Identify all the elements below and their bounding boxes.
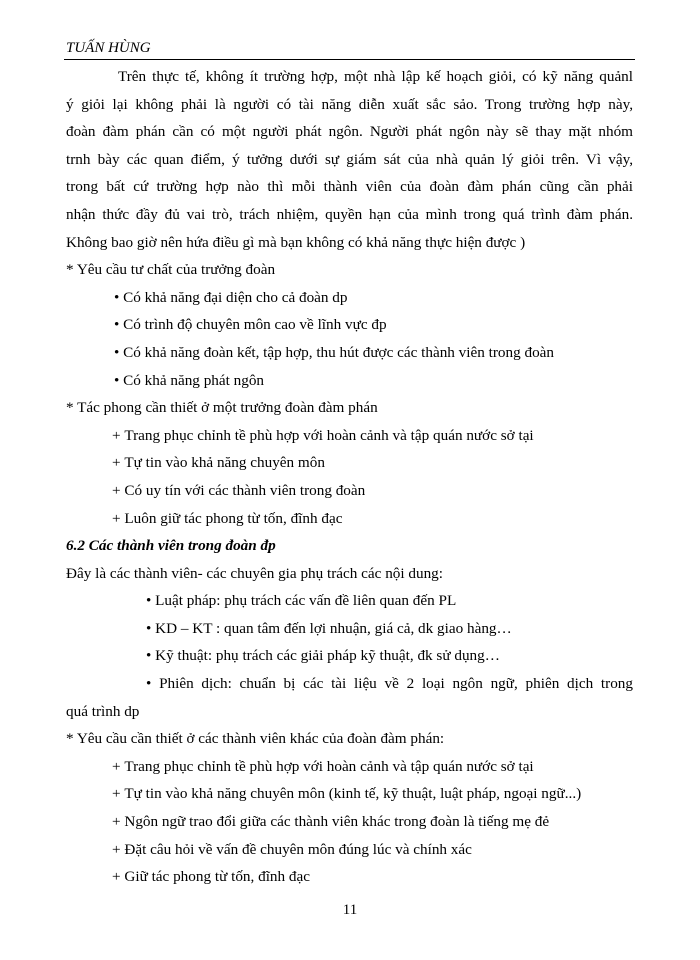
leader-requirement-item: • Có khả năng phát ngôn — [66, 367, 633, 395]
section-heading: 6.2 Các thành viên trong đoàn đp — [66, 537, 276, 555]
intro-line: Trên thực tế, không ít trường hợp, một nhà lập kế hoạch giỏi, có kỹ năng quảnl — [118, 68, 633, 85]
page-header: TUẤN HÙNG — [66, 40, 151, 56]
intro-line: trong bất cứ trường hợp nào thì mỗi thành viên của đoàn đàm phán cũng cần phải — [66, 178, 633, 196]
member-item: • Luật pháp: phụ trách các vấn đề liên quan đến PL — [66, 587, 633, 615]
member-item-continuation: quá trình dp — [66, 702, 140, 720]
header-rule — [64, 59, 635, 60]
leader-style-item: + Tự tin vào khả năng chuyên môn — [66, 449, 633, 477]
leader-requirement-item: • Có khả năng đại diện cho cả đoàn dp — [66, 284, 633, 312]
leader-style-item: + Trang phục chỉnh tề phù hợp với hoàn cảnh và tập quán nước sở tại — [66, 422, 633, 450]
member-item: • KD – KT : quan tâm đến lợi nhuận, giá cả, dk giao hàng… — [66, 615, 633, 643]
other-requirement-item: + Giữ tác phong từ tốn, đĩnh đạc — [66, 863, 633, 891]
leader-requirement-item: • Có khả năng đoàn kết, tập hợp, thu hút được các thành viên trong đoàn — [66, 339, 633, 367]
other-requirement-item: + Ngôn ngữ trao đổi giữa các thành viên khác trong đoàn là tiếng mẹ đẻ — [66, 808, 633, 836]
other-requirement-item: + Đặt câu hỏi về vấn đề chuyên môn đúng lúc và chính xác — [66, 836, 633, 864]
leader-style-item: + Có uy tín với các thành viên trong đoàn — [66, 477, 633, 505]
leader-style-title: * Tác phong cần thiết ở một trưởng đoàn đàm phán — [66, 399, 378, 417]
member-item: • Phiên dịch: chuẩn bị các tài liệu về 2 loại ngôn ngữ, phiên dịch trong — [66, 670, 633, 698]
page-number: 11 — [342, 902, 358, 918]
leader-style-item: + Luôn giữ tác phong từ tốn, đĩnh đạc — [66, 505, 633, 533]
page-body — [66, 63, 633, 891]
member-item: • Kỹ thuật: phụ trách các giải pháp kỹ thuật, đk sử dụng… — [66, 642, 633, 670]
intro-line: Không bao giờ nên hứa điều gì mà bạn không có khả năng thực hiện được ) — [66, 233, 526, 251]
leader-requirements-title: * Yêu cầu tư chất của trưởng đoàn — [66, 261, 276, 279]
leader-requirement-item: • Có trình độ chuyên môn cao về lĩnh vực đp — [66, 311, 633, 339]
members-intro: Đây là các thành viên- các chuyên gia phụ trách các nội dung: — [66, 564, 443, 582]
intro-line: trnh bày các quan điểm, ý tưởng dưới sự giám sát của nhà quản lý giỏi trên. Vì vậy, — [66, 150, 633, 168]
intro-line: ý giỏi lại không phải là người có tài năng diễn xuất sắc sảo. Trong trường hợp này, — [66, 95, 633, 113]
intro-line: nhận thức đầy đủ vai trò, trách nhiệm, quyền hạn của mình trong quá trình đàm phán. — [66, 205, 633, 223]
other-requirements-title: * Yêu cầu cần thiết ở các thành viên khác của đoàn đàm phán: — [66, 730, 445, 748]
other-requirement-item: + Tự tin vào khả năng chuyên môn (kinh tế, kỹ thuật, luật pháp, ngoại ngữ...) — [66, 780, 633, 808]
other-requirement-item: + Trang phục chỉnh tề phù hợp với hoàn cảnh và tập quán nước sở tại — [66, 753, 633, 781]
intro-line: đoàn đàm phán cần có một người phát ngôn. Người phát ngôn này sẽ thay mặt nhóm — [66, 123, 633, 141]
